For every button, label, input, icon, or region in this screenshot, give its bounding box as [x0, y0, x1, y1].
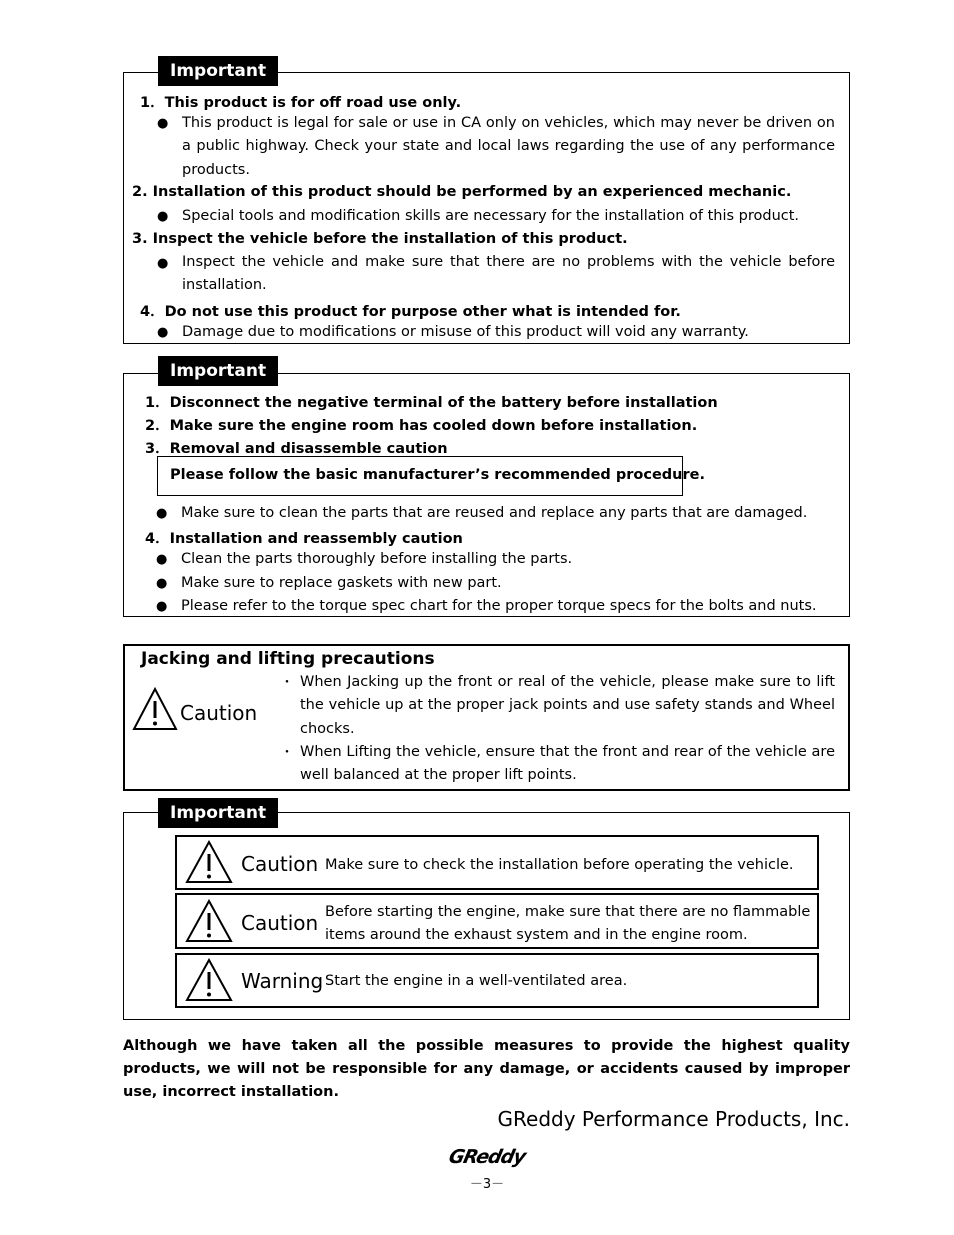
- disclaimer-text: Although we have taken all the possible measures to provide the highest quality products, we will not be responsible for any damage, or accidents caused by improper use, incorrect installation.: [123, 1038, 850, 1100]
- caution-text-2: Before starting the engine, make sure that there are no flammable items around the exhaust system and in the engine room.: [325, 904, 811, 943]
- box1-item-3-bullet: Inspect the vehicle and make sure that there are no problems with the vehicle before installation.: [182, 254, 835, 294]
- box2-item-1-heading: 1．Disconnect the negative terminal of the battery before installation: [145, 395, 718, 411]
- box2-item-4-bullet-1: Clean the parts thoroughly before installing the parts.: [181, 551, 573, 567]
- bullet-icon: ●: [156, 576, 168, 591]
- bullet-icon: ●: [157, 325, 169, 340]
- bullet-icon: ●: [157, 209, 169, 224]
- bullet-icon: ●: [157, 116, 169, 131]
- caution-text-1: Make sure to check the installation before operating the vehicle.: [325, 857, 794, 873]
- box2-item-2-heading: 2．Make sure the engine room has cooled down before installation.: [145, 418, 698, 434]
- caution-triangle-icon: [132, 687, 178, 731]
- important-tab-1: Important: [158, 56, 278, 86]
- jacking-title: Jacking and lifting precautions: [141, 649, 435, 669]
- jacking-caution-label: Caution: [180, 701, 258, 725]
- box2-item-3-bullet: Make sure to clean the parts that are reused and replace any parts that are damaged.: [181, 505, 808, 521]
- dot-icon: ・: [280, 675, 294, 691]
- box2-item-4-bullet-2: Make sure to replace gaskets with new part.: [181, 575, 502, 591]
- jacking-point-2: When Lifting the vehicle, ensure that the front and rear of the vehicle are well balanced at the proper lift points.: [300, 744, 835, 784]
- warning-text: Start the engine in a well-ventilated area.: [325, 973, 628, 989]
- warning-label: Warning: [241, 969, 324, 993]
- box1-item-2-heading: 2. Installation of this product should be performed by an experienced mechanic.: [132, 184, 792, 200]
- box1-item-2-bullet: Special tools and modification skills are necessary for the installation of this product.: [182, 208, 800, 224]
- box2-item-3-heading: 3．Removal and disassemble caution: [145, 441, 448, 457]
- bullet-icon: ●: [156, 552, 168, 567]
- jacking-point-1: When Jacking up the front or real of the vehicle, please make sure to lift the vehicle up at the proper jack points and use safety stands and Wheel chocks.: [300, 674, 835, 737]
- caution-triangle-icon: [185, 840, 233, 884]
- bullet-icon: ●: [156, 599, 168, 614]
- box2-item-4-bullet-3: Please refer to the torque spec chart for the proper torque specs for the bolts and nuts.: [181, 598, 817, 614]
- greddy-logo: GReddy: [446, 1146, 528, 1168]
- caution-label-2: Caution: [241, 911, 319, 935]
- bullet-icon: ●: [157, 256, 169, 271]
- page-number: －3－: [469, 1177, 505, 1192]
- manufacturer-notice-text: Please follow the basic manufacturer’s recommended procedure.: [170, 467, 705, 483]
- bullet-icon: ●: [156, 506, 168, 521]
- caution-label-1: Caution: [241, 852, 319, 876]
- dot-icon: ・: [280, 745, 294, 761]
- box1-item-4-heading: 4．Do not use this product for purpose other what is intended for.: [140, 304, 681, 320]
- caution-triangle-icon: [185, 899, 233, 943]
- warning-triangle-icon: [185, 958, 233, 1002]
- box1-item-4-bullet: Damage due to modifications or misuse of this product will void any warranty.: [182, 324, 749, 340]
- important-tab-2: Important: [158, 356, 278, 386]
- box1-item-1-heading: 1．This product is for off road use only.: [140, 95, 462, 111]
- box2-item-4-heading: 4．Installation and reassembly caution: [145, 531, 463, 547]
- box1-item-3-heading: 3. Inspect the vehicle before the installation of this product.: [132, 231, 628, 247]
- box1-item-1-bullet: This product is legal for sale or use in CA only on vehicles, which may never be driven on a public highway. Check your state and local laws regarding the use of any performance products.: [182, 115, 835, 178]
- company-name: GReddy Performance Products, Inc.: [497, 1107, 850, 1131]
- important-tab-3: Important: [158, 798, 278, 828]
